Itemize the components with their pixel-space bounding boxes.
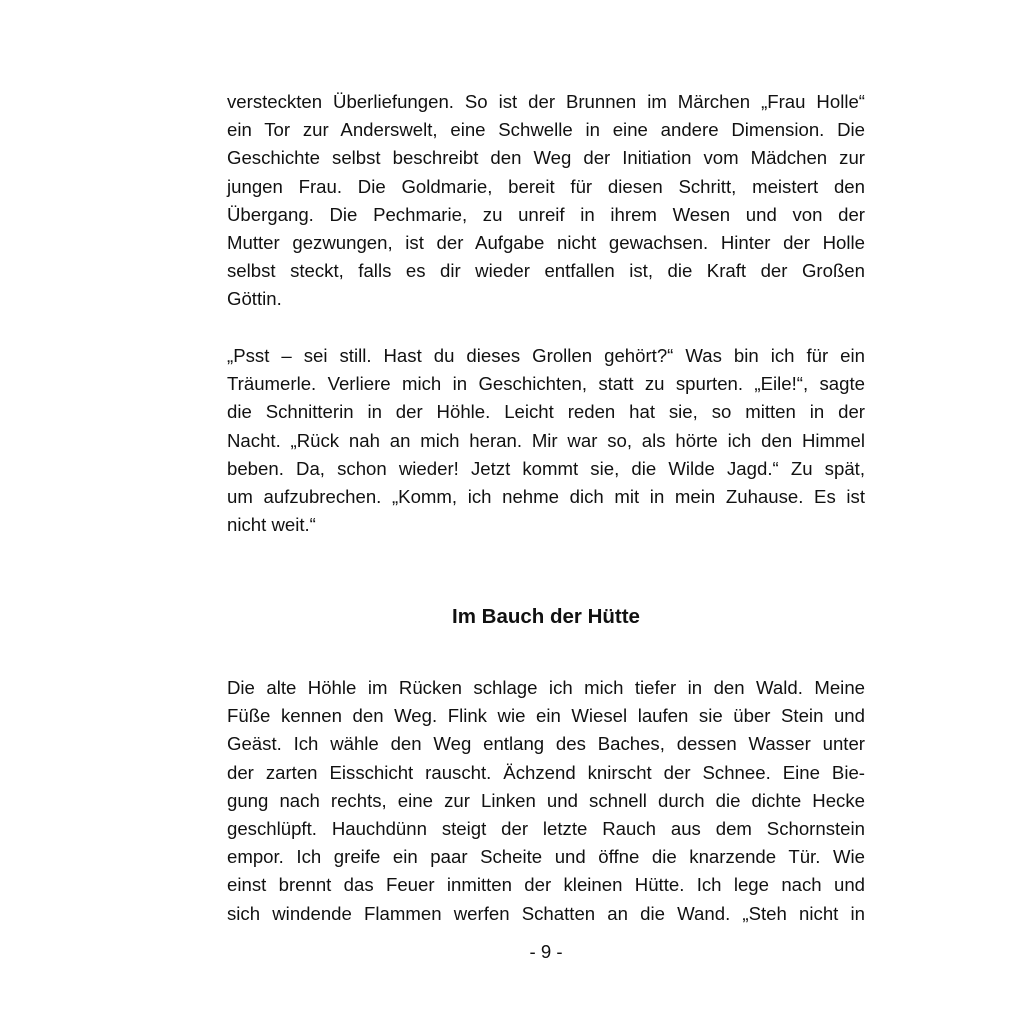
text-line: jungen Frau. Die Goldmarie, bereit für diesen Schritt, meistert den — [227, 175, 865, 197]
text-line: Übergang. Die Pechmarie, zu unreif in ihrem Wesen und von der — [227, 203, 865, 225]
text-line: selbst steckt, falls es dir wieder entfallen ist, die Kraft der Großen — [227, 260, 865, 282]
text-line: einst brennt das Feuer inmitten der kleinen Hütte. Ich lege nach und — [227, 874, 865, 896]
text-line: Mutter gezwungen, ist der Aufgabe nicht gewachsen. Hinter der Holle — [227, 231, 865, 253]
text-line: der zarten Eisschicht rauscht. Ächzend knirscht der Schnee. Eine Bie- — [227, 761, 865, 783]
paragraph-huette — [227, 674, 865, 928]
text-line: nicht weit.“ — [227, 514, 316, 536]
text-line: Geäst. Ich wähle den Weg entlang des Baches, dessen Wasser unter — [227, 733, 865, 755]
text-line: die Schnitterin in der Höhle. Leicht reden hat sie, so mitten in der — [227, 401, 865, 423]
text-line: Geschichte selbst beschreibt den Weg der Initiation vom Mädchen zur — [227, 147, 865, 169]
text-line: Füße kennen den Weg. Flink wie ein Wiesel laufen sie über Stein und — [227, 705, 865, 727]
text-line: Träumerle. Verliere mich in Geschichten, statt zu spurten. „Eile!“, sagte — [227, 373, 865, 395]
text-line: sich windende Flammen werfen Schatten an die Wand. „Steh nicht in — [227, 902, 865, 924]
text-line: ein Tor zur Anderswelt, eine Schwelle in eine andere Dimension. Die — [227, 119, 865, 141]
text-line: Die alte Höhle im Rücken schlage ich mich tiefer in den Wald. Meine — [227, 677, 865, 698]
page-number: - 9 - — [529, 941, 563, 962]
text-line: Nacht. „Rück nah an mich heran. Mir war so, als hörte ich den Himmel — [227, 429, 865, 451]
paragraph-wilde-jagd — [227, 342, 865, 539]
text-line: versteckten Überliefungen. So ist der Brunnen im Märchen „Frau Holle“ — [227, 91, 865, 112]
text-line: empor. Ich greife ein paar Scheite und öffne die knarzende Tür. Wie — [227, 846, 865, 868]
text-line: beben. Da, schon wieder! Jetzt kommt sie, die Wilde Jagd.“ Zu spät, — [227, 457, 865, 479]
text-line: geschlüpft. Hauchdünn steigt der letzte Rauch aus dem Schornstein — [227, 817, 865, 839]
chapter-heading: Im Bauch der Hütte — [452, 605, 640, 628]
text-line: „Psst – sei still. Hast du dieses Grollen gehört?“ Was bin ich für ein — [227, 345, 865, 366]
text-line: um aufzubrechen. „Komm, ich nehme dich mit in mein Zuhause. Es ist — [227, 485, 865, 507]
text-line: gung nach rechts, eine zur Linken und schnell durch die dichte Hecke — [227, 789, 865, 811]
text-line: Göttin. — [227, 288, 282, 310]
paragraph-frau-holle — [227, 88, 865, 314]
